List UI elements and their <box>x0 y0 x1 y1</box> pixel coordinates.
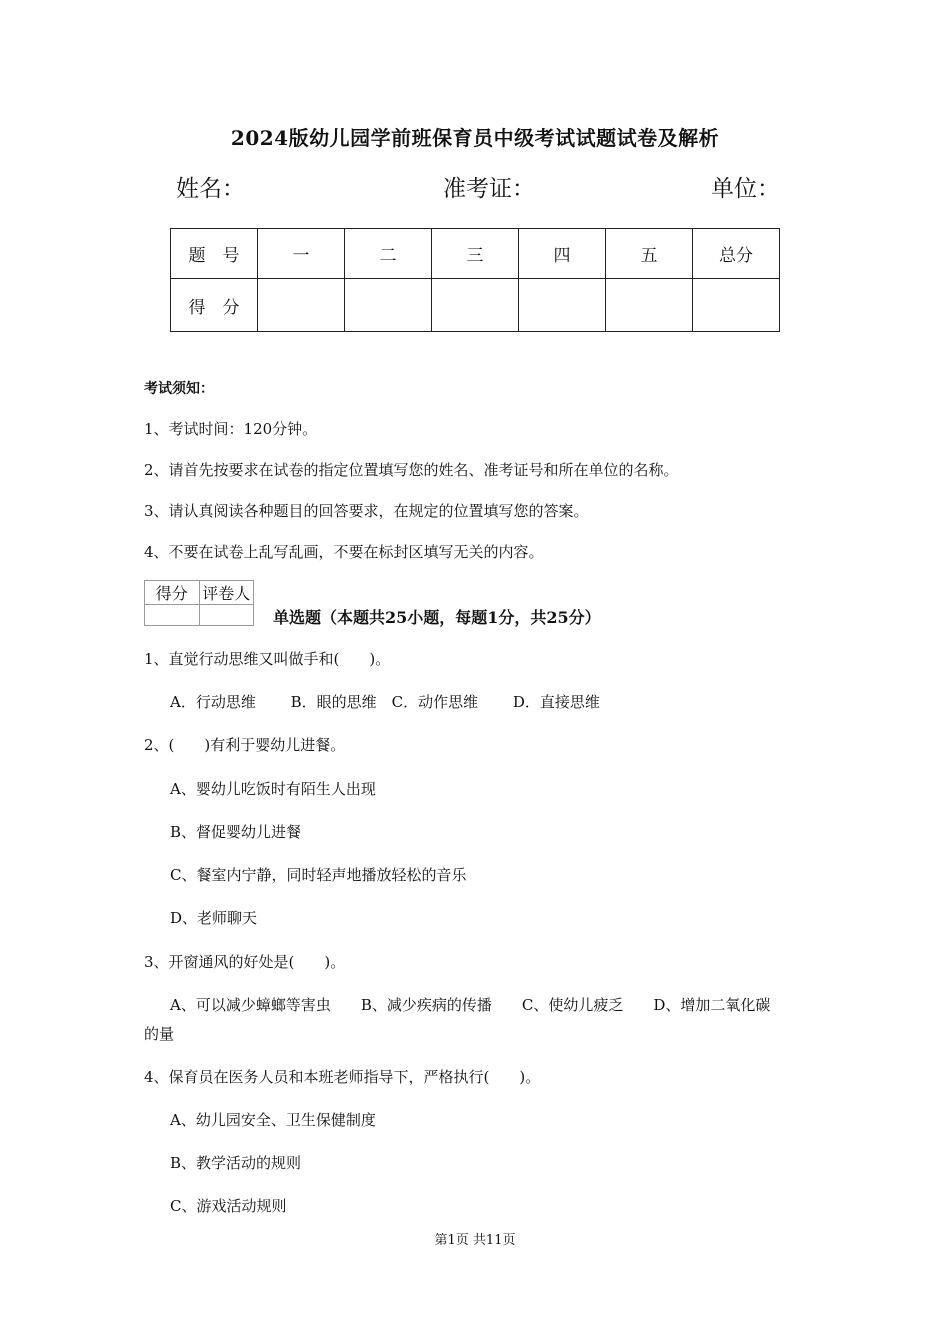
question-options: A、可以减少蟑螂等害虫 B、减少疾病的传播 C、使幼儿疲乏 D、增加二氧化碳 <box>170 996 771 1014</box>
question-option: A、幼儿园安全、卫生保健制度 <box>170 1111 376 1129</box>
grader-table <box>144 580 254 626</box>
page-footer: 第1页 共11页 <box>434 1233 516 1248</box>
question-option: C、游戏活动规则 <box>170 1197 287 1215</box>
score-table-score-row <box>171 279 780 332</box>
notice-item: 4、不要在试卷上乱写乱画，不要在标封区填写无关的内容。 <box>144 543 544 561</box>
score-input-cell[interactable] <box>432 279 519 332</box>
score-table-cell: 三 <box>432 229 519 279</box>
notice-item: 3、请认真阅读各种题目的回答要求，在规定的位置填写您的答案。 <box>144 502 589 520</box>
name-label: 姓名： <box>176 176 245 202</box>
notice-heading: 考试须知： <box>144 381 214 397</box>
grader-score-cell[interactable] <box>145 605 200 626</box>
score-table-header-row <box>171 229 780 279</box>
exam-id-label: 准考证： <box>443 176 535 202</box>
question-options-continued: 的量 <box>144 1025 175 1043</box>
score-row-label: 得 分 <box>171 279 258 332</box>
question-stem: 4、保育员在医务人员和本班老师指导下，严格执行( )。 <box>144 1068 541 1086</box>
page-title: 2024版幼儿园学前班保育员中级考试试题试卷及解析 <box>230 126 720 150</box>
unit-label: 单位： <box>711 176 780 202</box>
score-table-cell: 四 <box>519 229 606 279</box>
score-table-cell: 二 <box>345 229 432 279</box>
grader-reviewer-cell[interactable] <box>199 605 254 626</box>
question-option: C、餐室内宁静，同时轻声地播放轻松的音乐 <box>170 866 467 884</box>
question-option: B、督促婴幼儿进餐 <box>170 823 302 841</box>
question-stem: 3、开窗通风的好处是( )。 <box>144 953 346 971</box>
score-table-cell: 题 号 <box>171 229 258 279</box>
grader-score-label: 得分 <box>145 581 200 605</box>
question-stem: 1、直觉行动思维又叫做手和( )。 <box>144 650 391 668</box>
question-option: B、教学活动的规则 <box>170 1154 302 1172</box>
question-option: D、老师聊天 <box>170 909 258 927</box>
question-option: A、婴幼儿吃饭时有陌生人出现 <box>170 780 376 798</box>
score-input-cell[interactable] <box>606 279 693 332</box>
notice-item: 1、考试时间：120分钟。 <box>144 420 318 438</box>
score-table <box>170 228 780 332</box>
section-title: 单选题（本题共25小题，每题1分，共25分） <box>273 608 601 627</box>
score-table-cell: 五 <box>606 229 693 279</box>
score-input-cell[interactable] <box>258 279 345 332</box>
score-table-cell: 总分 <box>693 229 780 279</box>
score-input-cell[interactable] <box>693 279 780 332</box>
question-options: A．行动思维 B．眼的思维 C．动作思维 D．直接思维 <box>170 693 600 711</box>
grader-reviewer-label: 评卷人 <box>199 581 254 605</box>
question-stem: 2、( )有利于婴幼儿进餐。 <box>144 736 346 754</box>
notice-item: 2、请首先按要求在试卷的指定位置填写您的姓名、准考证号和所在单位的名称。 <box>144 461 679 479</box>
score-table-cell: 一 <box>258 229 345 279</box>
score-input-cell[interactable] <box>345 279 432 332</box>
score-input-cell[interactable] <box>519 279 606 332</box>
